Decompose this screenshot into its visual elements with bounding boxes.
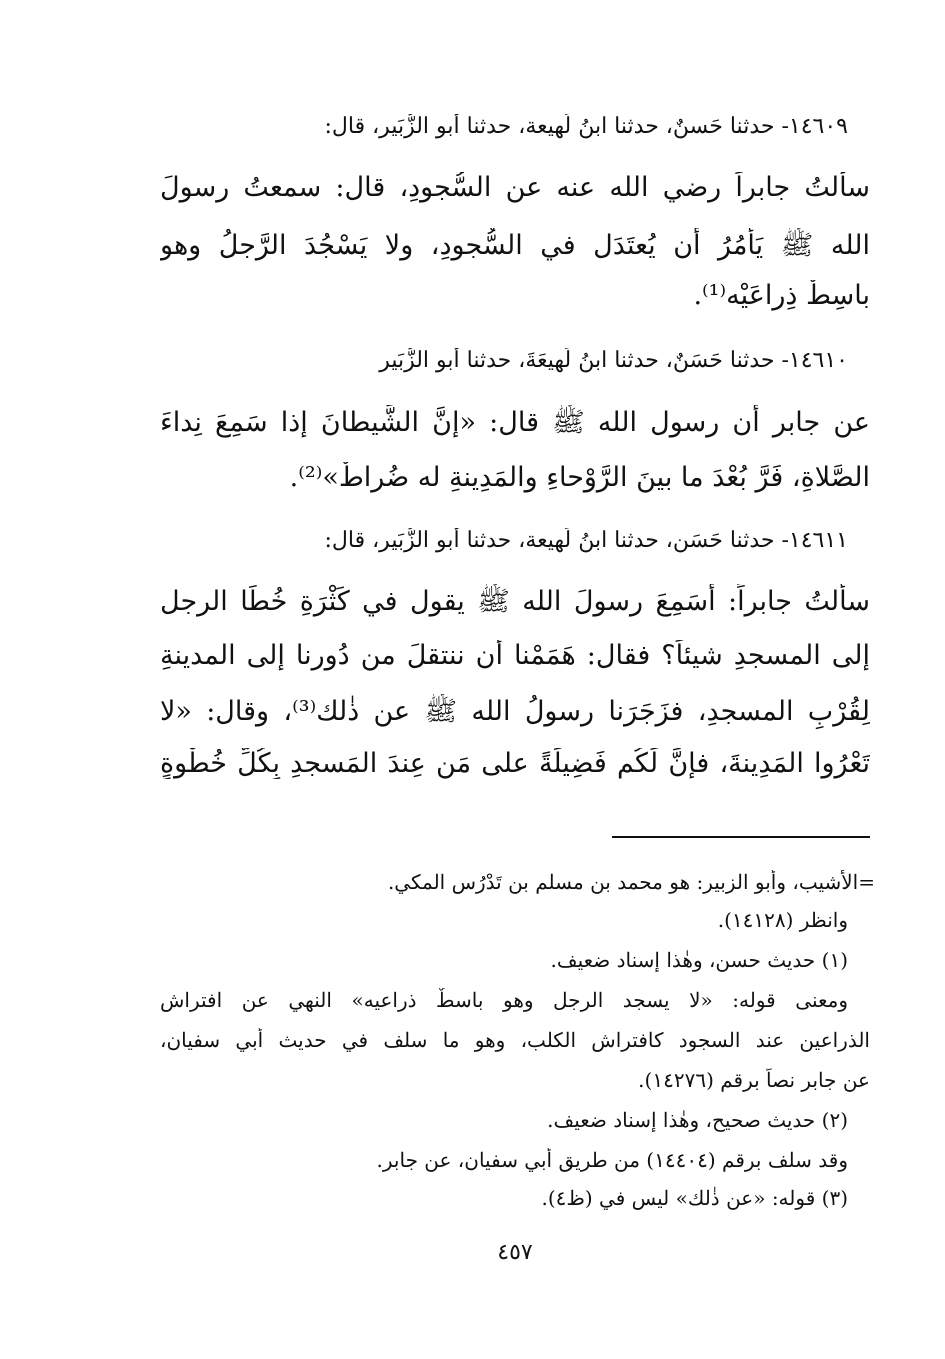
hadith-14610-heading: ١٤٦١٠- حدثنا حَسَنٌ، حدثنا ابنُ لَهِيعَةَ، حدثنا أَبو الزُّبَير: [379, 348, 848, 373]
hadith-14611-line-2: إلى المسجدِ شيئاً؟ فقال: هَمَمْنا أن ننتقلَ من دُورنا إلى المدينةِ: [160, 640, 870, 671]
footnote-line-5: الذراعين عند السجود كافتراش الكلب، وهو ما سلف في حديث أبي سفيان،: [160, 1028, 870, 1052]
hadith-14609-line-2: الله ﷺ يَأْمُرُ أَن يُعتَدَل في السُّجودِ، ولا يَسْجُدَ الرَّجلُ وهو: [160, 230, 870, 261]
footnote-line-2: وانظر (١٤١٢٨).: [717, 908, 848, 932]
footnote-line-1: =الأشيب، وأبو الزبير: هو محمد بن مسلم بن تَدْرُس المكي.: [387, 870, 875, 894]
footnote-line-8: وقد سلف برقم (١٤٤٠٤) من طريق أبي سفيان، عن جابر.: [376, 1148, 848, 1172]
hadith-14609-line-1: سألتُ جابراً رضي الله عنه عن السُّجودِ، قال: سمعتُ رسولَ: [160, 172, 870, 203]
footnote-line-3: (١) حديث حسن، وهٰذا إسناد ضعيف.: [550, 948, 848, 972]
footnote-line-4: ومعنى قوله: «لا يسجد الرجل وهو باسطٌ ذراعيه» النهي عن افتراش: [160, 988, 848, 1012]
footnote-line-7: (٢) حديث صحيح، وهٰذا إسناد ضعيف.: [547, 1108, 848, 1132]
hadith-14609-heading: ١٤٦٠٩- حدثنا حَسنٌ، حدثنا ابنُ لَهِيعة، حدثنا أَبو الزُّبَير، قال:: [324, 114, 848, 139]
hadith-14609-line-3: باسِطٌ ذِراعَيْه⁽¹⁾.: [693, 280, 870, 311]
footnote-separator: [612, 836, 870, 838]
hadith-14610-line-2: الصَّلاةِ، فَرَّ بُعْدَ ما بينَ الرَّوْحاءِ والمَدِينةِ له ضُراطٌ»⁽²⁾.: [289, 462, 870, 493]
hadith-14611-line-1: سألتُ جابراً: أَسَمِعَ رسولَ الله ﷺ يقول في كَثْرَةِ خُطَا الرجل: [160, 586, 870, 617]
hadith-14611-heading: ١٤٦١١- حدثنا حَسَن، حدثنا ابنُ لَهِيعة، حدثنا أَبو الزُّبَير، قال:: [324, 528, 848, 553]
page-number: ٤٥٧: [497, 1240, 533, 1265]
footnote-line-6: عن جابر نصاً برقم (١٤٢٧٦).: [638, 1068, 870, 1092]
footnote-line-9: (٣) قوله: «عن ذٰلك» ليس في (ظ٤).: [541, 1186, 848, 1210]
hadith-14611-line-4: تَعْرُوا المَدِينةَ، فإنَّ لَكُم فَضِيلَةً على مَن عِندَ المَسجدِ بِكُلِّ خُطْوةٍ: [160, 748, 870, 779]
hadith-14611-line-3: لِقُرْبِ المسجدِ، فزَجَرَنا رسولُ الله ﷺ عن ذٰلك⁽³⁾، وقال: «لا: [160, 696, 870, 727]
hadith-14610-line-1: عن جابر أَن رسول الله ﷺ قال: «إنَّ الشَّيطانَ إذا سَمِعَ نِداءَ: [160, 407, 870, 438]
document-page: [160, 100, 875, 1319]
